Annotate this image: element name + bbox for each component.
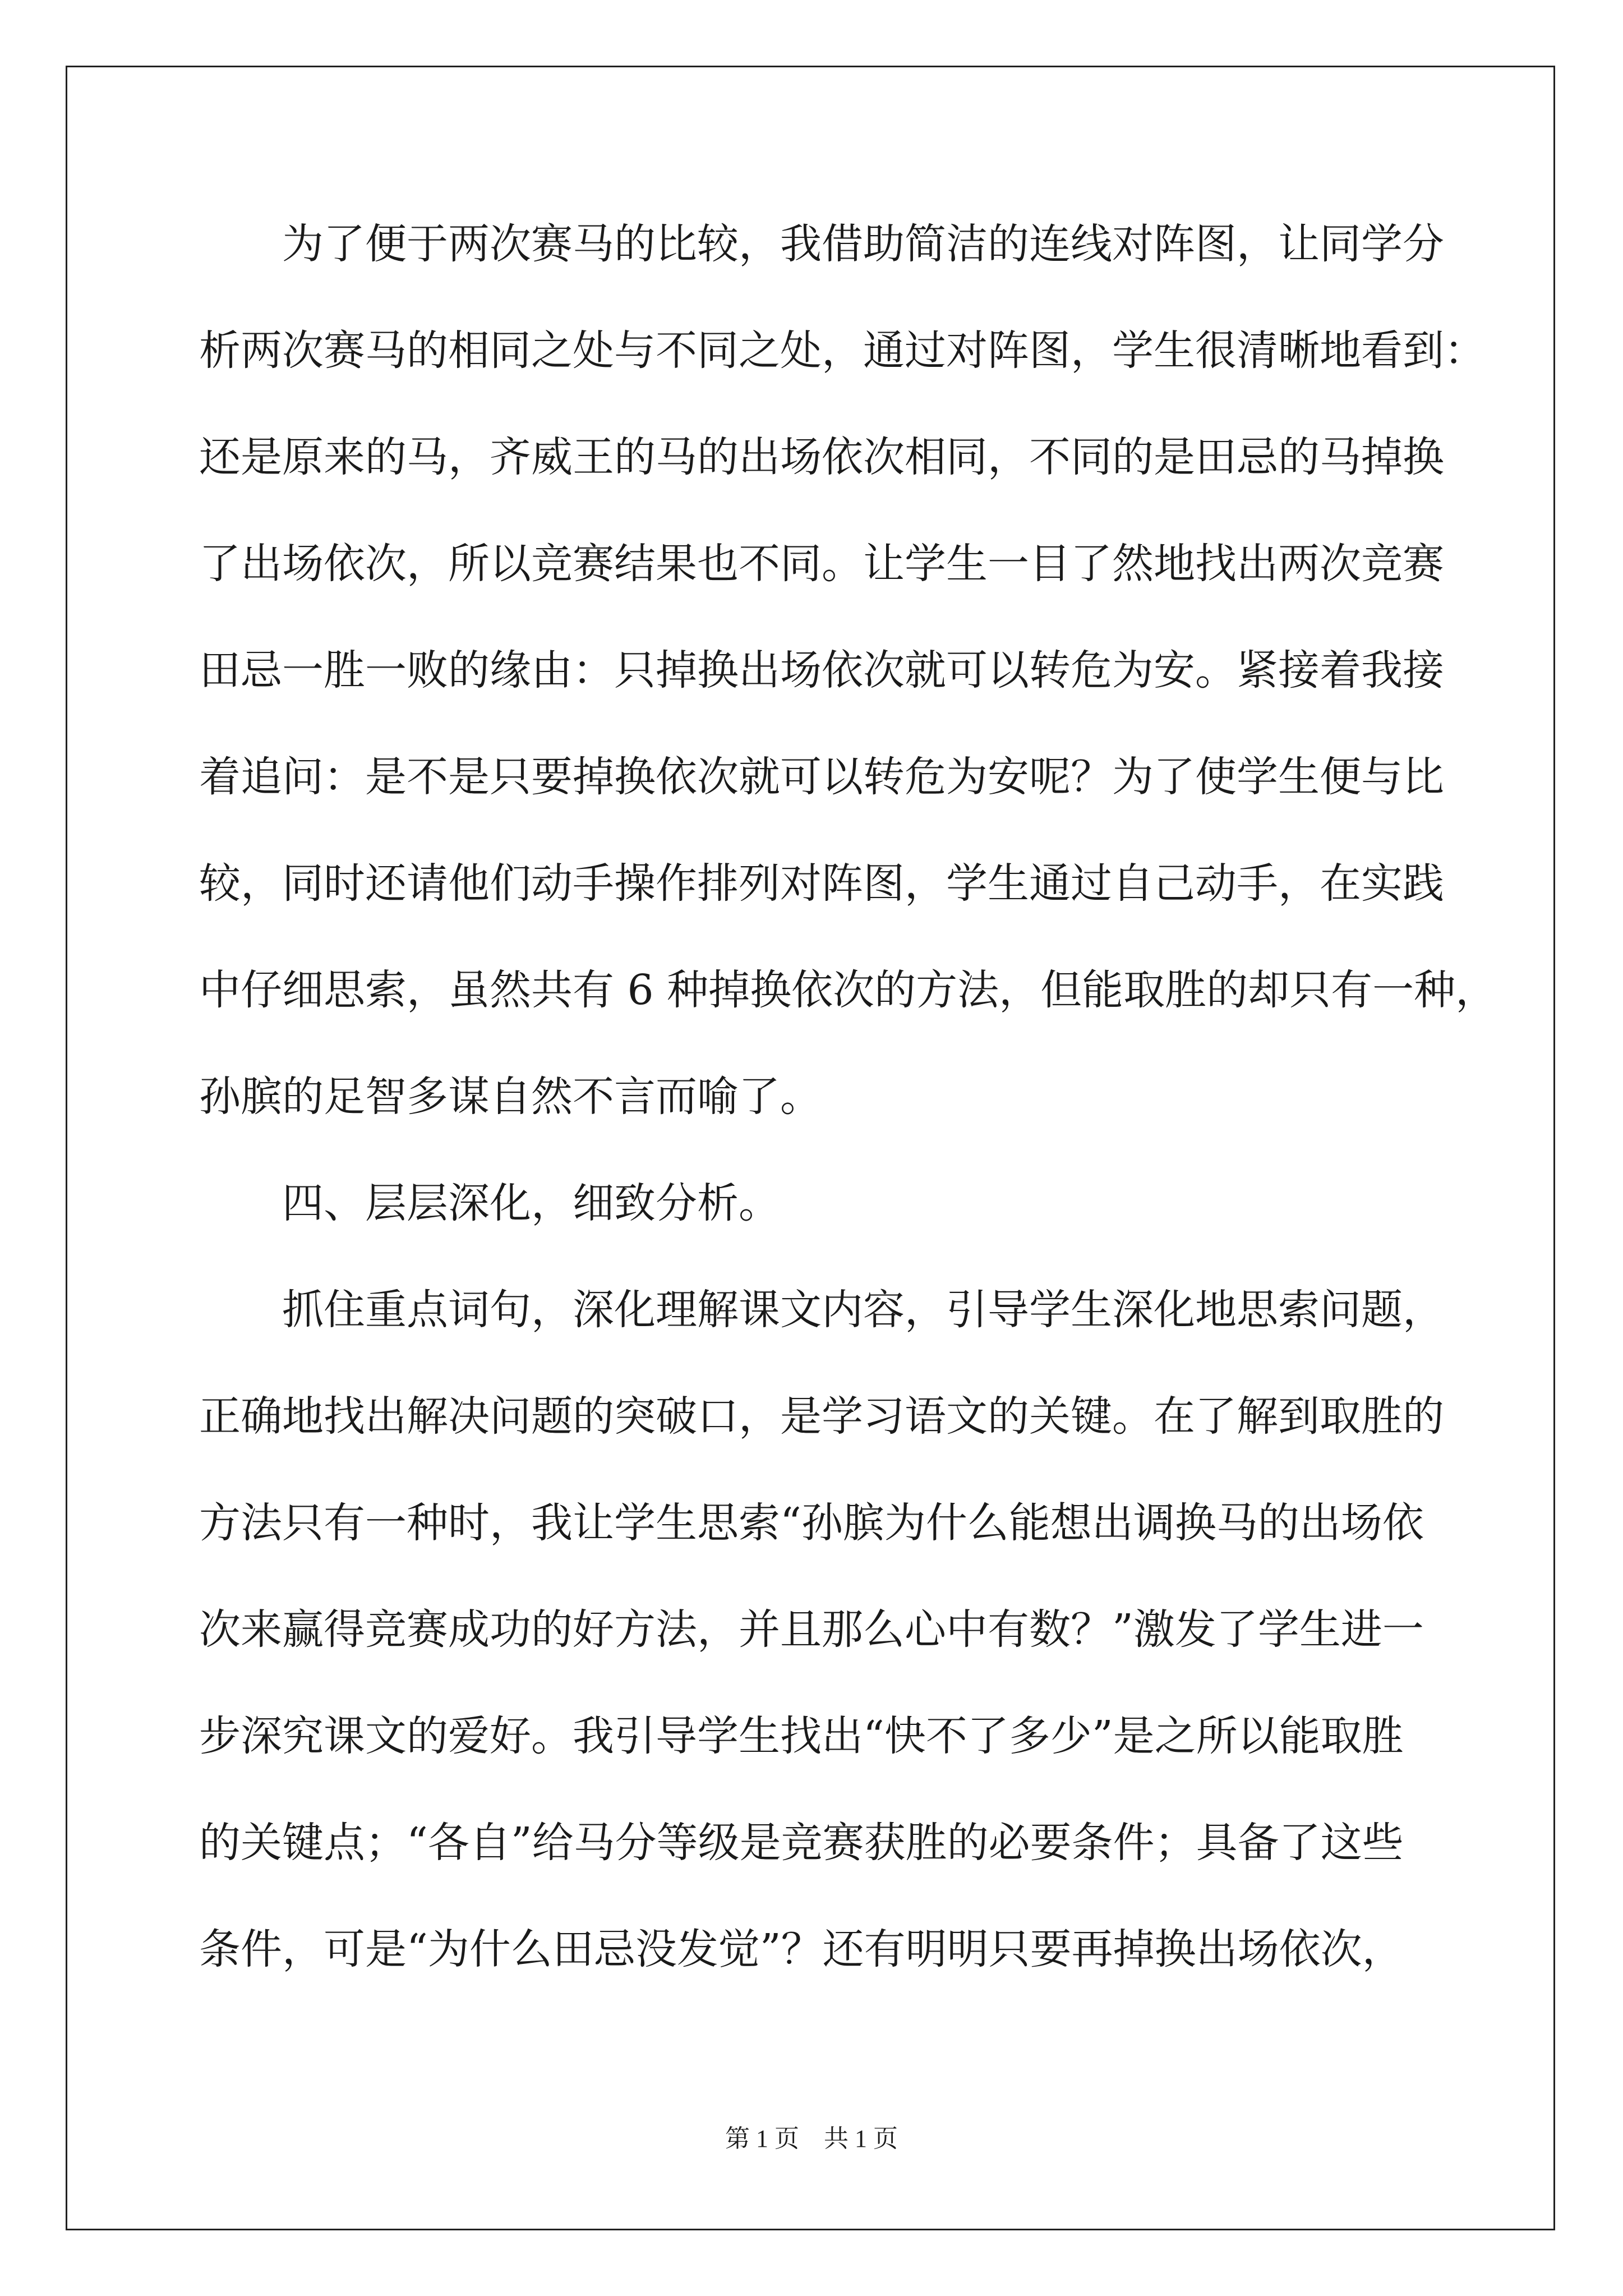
page-number: 第 1 页 xyxy=(725,2125,799,2152)
text-line: 正确地找出解决问题的突破口，是学习语文的关键。在了解到取胜的 xyxy=(199,1392,1444,1441)
text-line: 较，同时还请他们动手操作排列对阵图，学生通过自己动手，在实践 xyxy=(199,859,1444,908)
text-line: 析两次赛马的相同之处与不同之处，通过对阵图，学生很清晰地看到： xyxy=(199,326,1486,375)
text-line: 次来赢得竞赛成功的好方法，并且那么心中有数？”激发了学生进一 xyxy=(199,1605,1424,1654)
section-heading: 四、层层深化，细致分析。 xyxy=(282,1179,780,1227)
page-footer xyxy=(0,2123,1623,2155)
text-line: 的关键点；“各自”给马分等级是竞赛获胜的必要条件；具备了这些 xyxy=(199,1819,1404,1867)
text-line: 为了便于两次赛马的比较，我借助简洁的连线对阵图，让同学分 xyxy=(282,220,1444,268)
text-line: 抓住重点词句，深化理解课文内容，引导学生深化地思索问题， xyxy=(282,1286,1444,1334)
document-body xyxy=(199,213,1497,2025)
text-line: 了出场依次，所以竞赛结果也不同。让学生一目了然地找出两次竞赛 xyxy=(199,540,1444,588)
text-line: 孙膑的足智多谋自然不言而喻了。 xyxy=(199,1073,822,1121)
text-line: 田忌一胜一败的缘由：只掉换出场依次就可以转危为安。紧接着我接 xyxy=(199,646,1444,694)
text-line: 方法只有一种时，我让学生思索“孙膑为什么能想出调换马的出场依 xyxy=(199,1499,1424,1547)
text-line: 步深究课文的爱好。我引导学生找出“快不了多少”是之所以能取胜 xyxy=(199,1712,1404,1760)
text-line: 还是原来的马，齐威王的马的出场依次相同，不同的是田忌的马掉换 xyxy=(199,433,1444,481)
text-line: 着追问：是不是只要掉换依次就可以转危为安呢？为了使学生便与比 xyxy=(199,753,1444,801)
text-line: 中仔细思索，虽然共有 6 种掉换依次的方法，但能取胜的却只有一种， xyxy=(199,966,1497,1014)
page-total: 共 1 页 xyxy=(824,2125,898,2152)
text-line: 条件，可是“为什么田忌没发觉”？还有明明只要再掉换出场依次， xyxy=(199,1925,1404,1973)
